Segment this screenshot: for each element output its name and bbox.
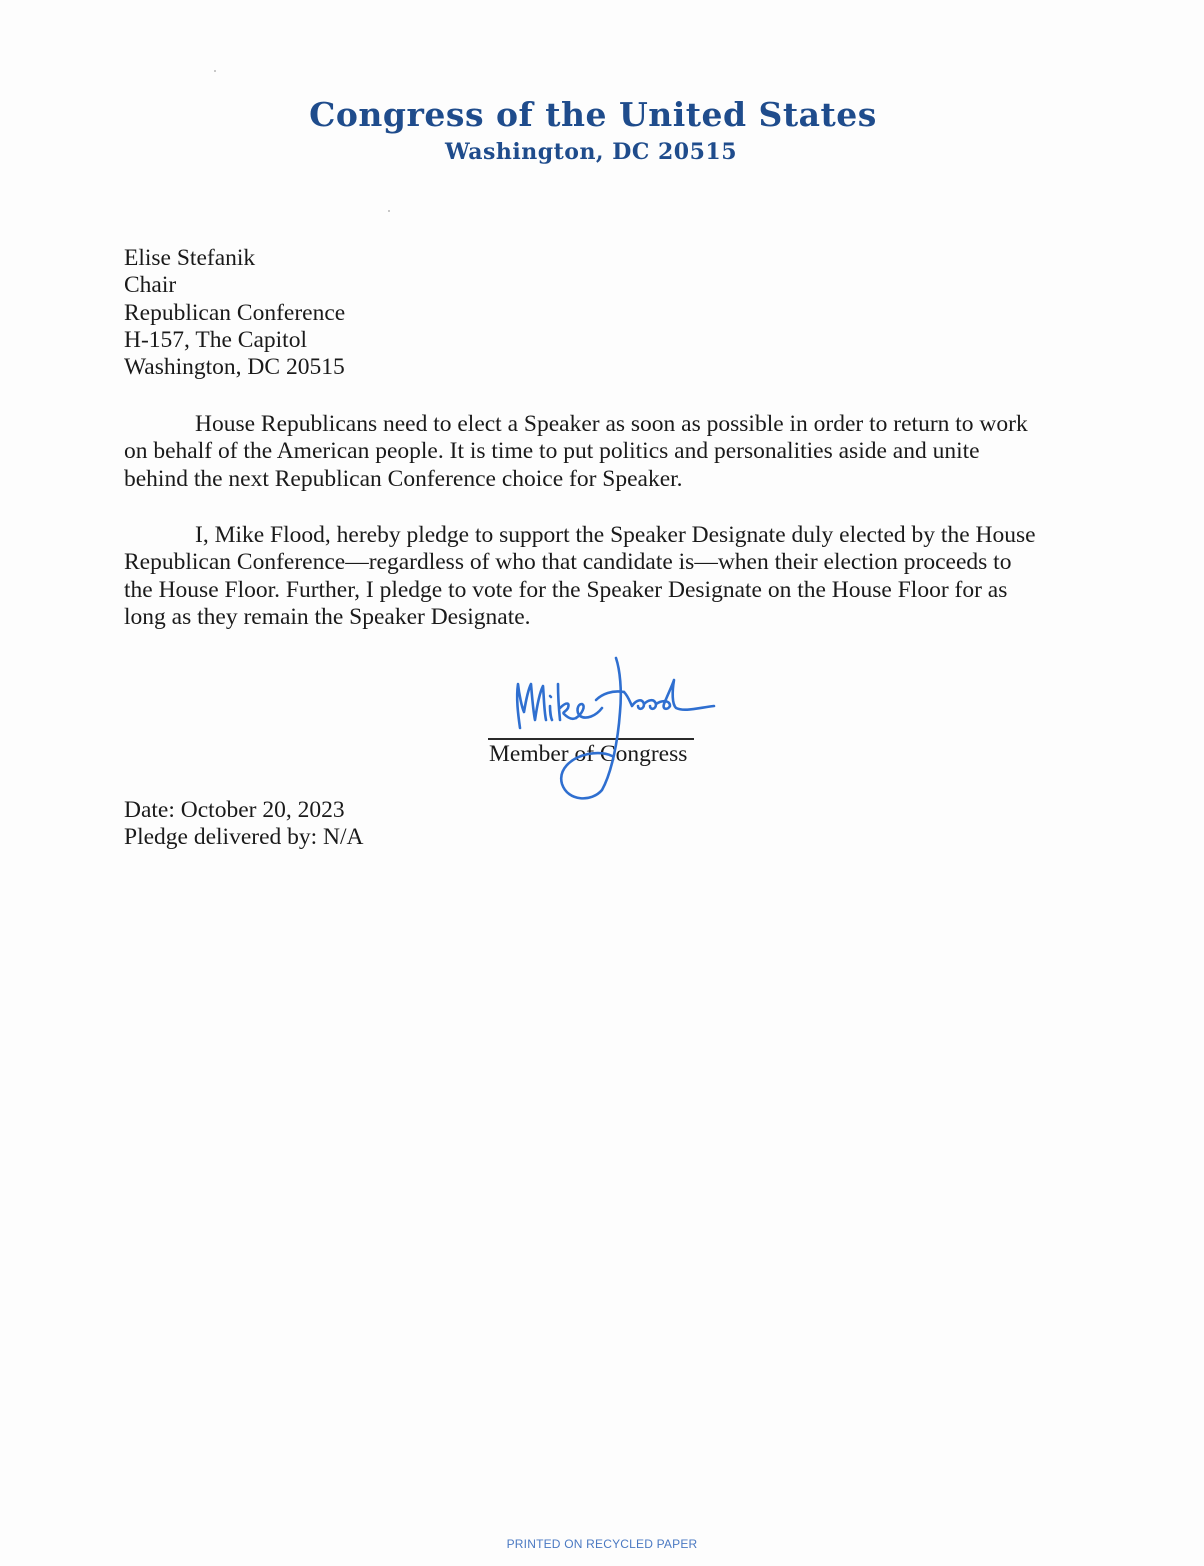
letterhead-title: Congress of the United States bbox=[309, 95, 877, 134]
letterhead-subtitle: Washington, DC 20515 bbox=[444, 139, 738, 165]
paragraph-line: long as they remain the Speaker Designate. bbox=[124, 603, 531, 630]
speck bbox=[388, 210, 390, 212]
paragraph-line: House Republicans need to elect a Speaker as soon as possible in order to return to work bbox=[195, 411, 1028, 437]
recipient-office: H-157, The Capitol bbox=[124, 326, 307, 353]
recipient-title: Chair bbox=[124, 272, 177, 299]
paragraph-line: I, Mike Flood, hereby pledge to support the Speaker Designate duly elected by the House bbox=[195, 522, 1036, 548]
letter-date: Date: October 20, 2023 bbox=[124, 797, 345, 823]
letter-meta bbox=[124, 797, 364, 852]
speck bbox=[214, 70, 216, 72]
signature-label: Member of Congress bbox=[489, 741, 688, 767]
pledge-delivered-by: Pledge delivered by: N/A bbox=[124, 824, 364, 851]
letterhead bbox=[0, 92, 1204, 166]
paragraph-line: Republican Conference—regardless of who that candidate is—when their election proceeds to bbox=[124, 549, 1012, 576]
recipient-name: Elise Stefanik bbox=[124, 245, 256, 271]
paragraph-2 bbox=[124, 522, 1064, 631]
paragraph-line: behind the next Republican Conference choice for Speaker. bbox=[124, 465, 683, 492]
recycled-paper-note: PRINTED ON RECYCLED PAPER bbox=[506, 1537, 698, 1551]
recipient-address bbox=[124, 245, 345, 381]
paragraph-1 bbox=[124, 411, 1064, 493]
paragraph-line: on behalf of the American people. It is time to put politics and personalities aside and unite bbox=[124, 438, 980, 465]
handwritten-signature bbox=[484, 650, 734, 810]
paragraph-line: the House Floor. Further, I pledge to vote for the Speaker Designate on the House Floor for as bbox=[124, 576, 1008, 603]
signature-block bbox=[484, 650, 734, 810]
recipient-organization: Republican Conference bbox=[124, 299, 346, 326]
recipient-city: Washington, DC 20515 bbox=[124, 354, 345, 381]
